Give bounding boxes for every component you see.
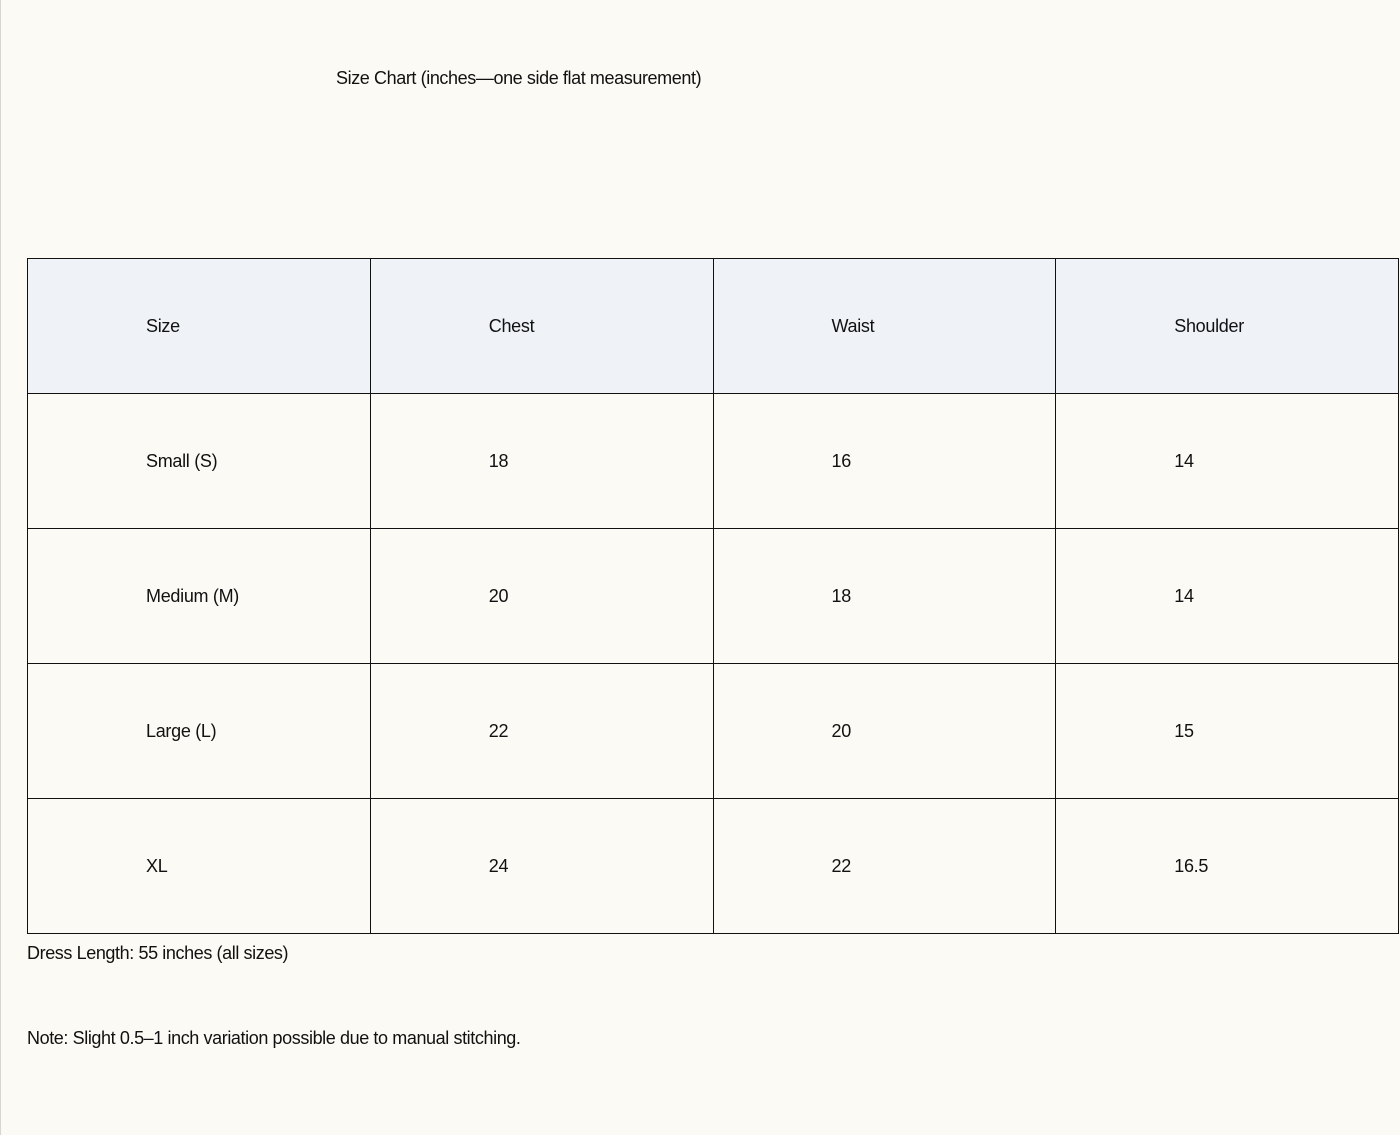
waist-cell [713,529,1056,664]
waist-value: 20 [831,720,851,741]
size-value: XL [146,855,168,876]
header-size [28,259,371,394]
table-row [28,664,1399,799]
page-edge-rule [0,0,1,1135]
waist-cell [713,394,1056,529]
shoulder-cell [1056,799,1399,934]
header-shoulder-label: Shoulder [1174,315,1244,336]
chest-cell [370,664,713,799]
waist-value: 16 [831,450,851,471]
table-row [28,394,1399,529]
waist-value: 18 [831,585,851,606]
size-cell [28,664,371,799]
header-chest-label: Chest [488,315,535,336]
chest-value: 24 [488,855,509,876]
chest-value: 18 [488,450,509,471]
size-cell [28,799,371,934]
shoulder-cell [1056,529,1399,664]
header-size-label: Size [146,315,180,336]
header-waist-label: Waist [831,315,875,336]
shoulder-value: 16.5 [1174,855,1209,876]
chest-cell [370,799,713,934]
shoulder-value: 14 [1174,585,1194,606]
shoulder-value: 15 [1174,720,1194,741]
stitching-variation-note: Note: Slight 0.5–1 inch variation possible due to manual stitching. [27,1028,521,1048]
table-header-row [28,259,1399,394]
waist-cell [713,664,1056,799]
chest-value: 22 [488,720,509,741]
size-value: Large (L) [146,720,217,741]
page-title: Size Chart (inches—one side flat measurement) [336,68,702,88]
table-row [28,529,1399,664]
header-chest [370,259,713,394]
shoulder-cell [1056,394,1399,529]
size-cell [28,529,371,664]
waist-cell [713,799,1056,934]
chest-cell [370,394,713,529]
shoulder-value: 14 [1174,450,1194,471]
dress-length-note: Dress Length: 55 inches (all sizes) [27,943,289,963]
header-shoulder [1056,259,1399,394]
size-chart-table [27,258,1399,934]
waist-value: 22 [831,855,851,876]
shoulder-cell [1056,664,1399,799]
header-waist [713,259,1056,394]
chest-value: 20 [488,585,509,606]
table-row [28,799,1399,934]
size-cell [28,394,371,529]
size-value: Small (S) [146,450,218,471]
size-value: Medium (M) [146,585,240,606]
chest-cell [370,529,713,664]
